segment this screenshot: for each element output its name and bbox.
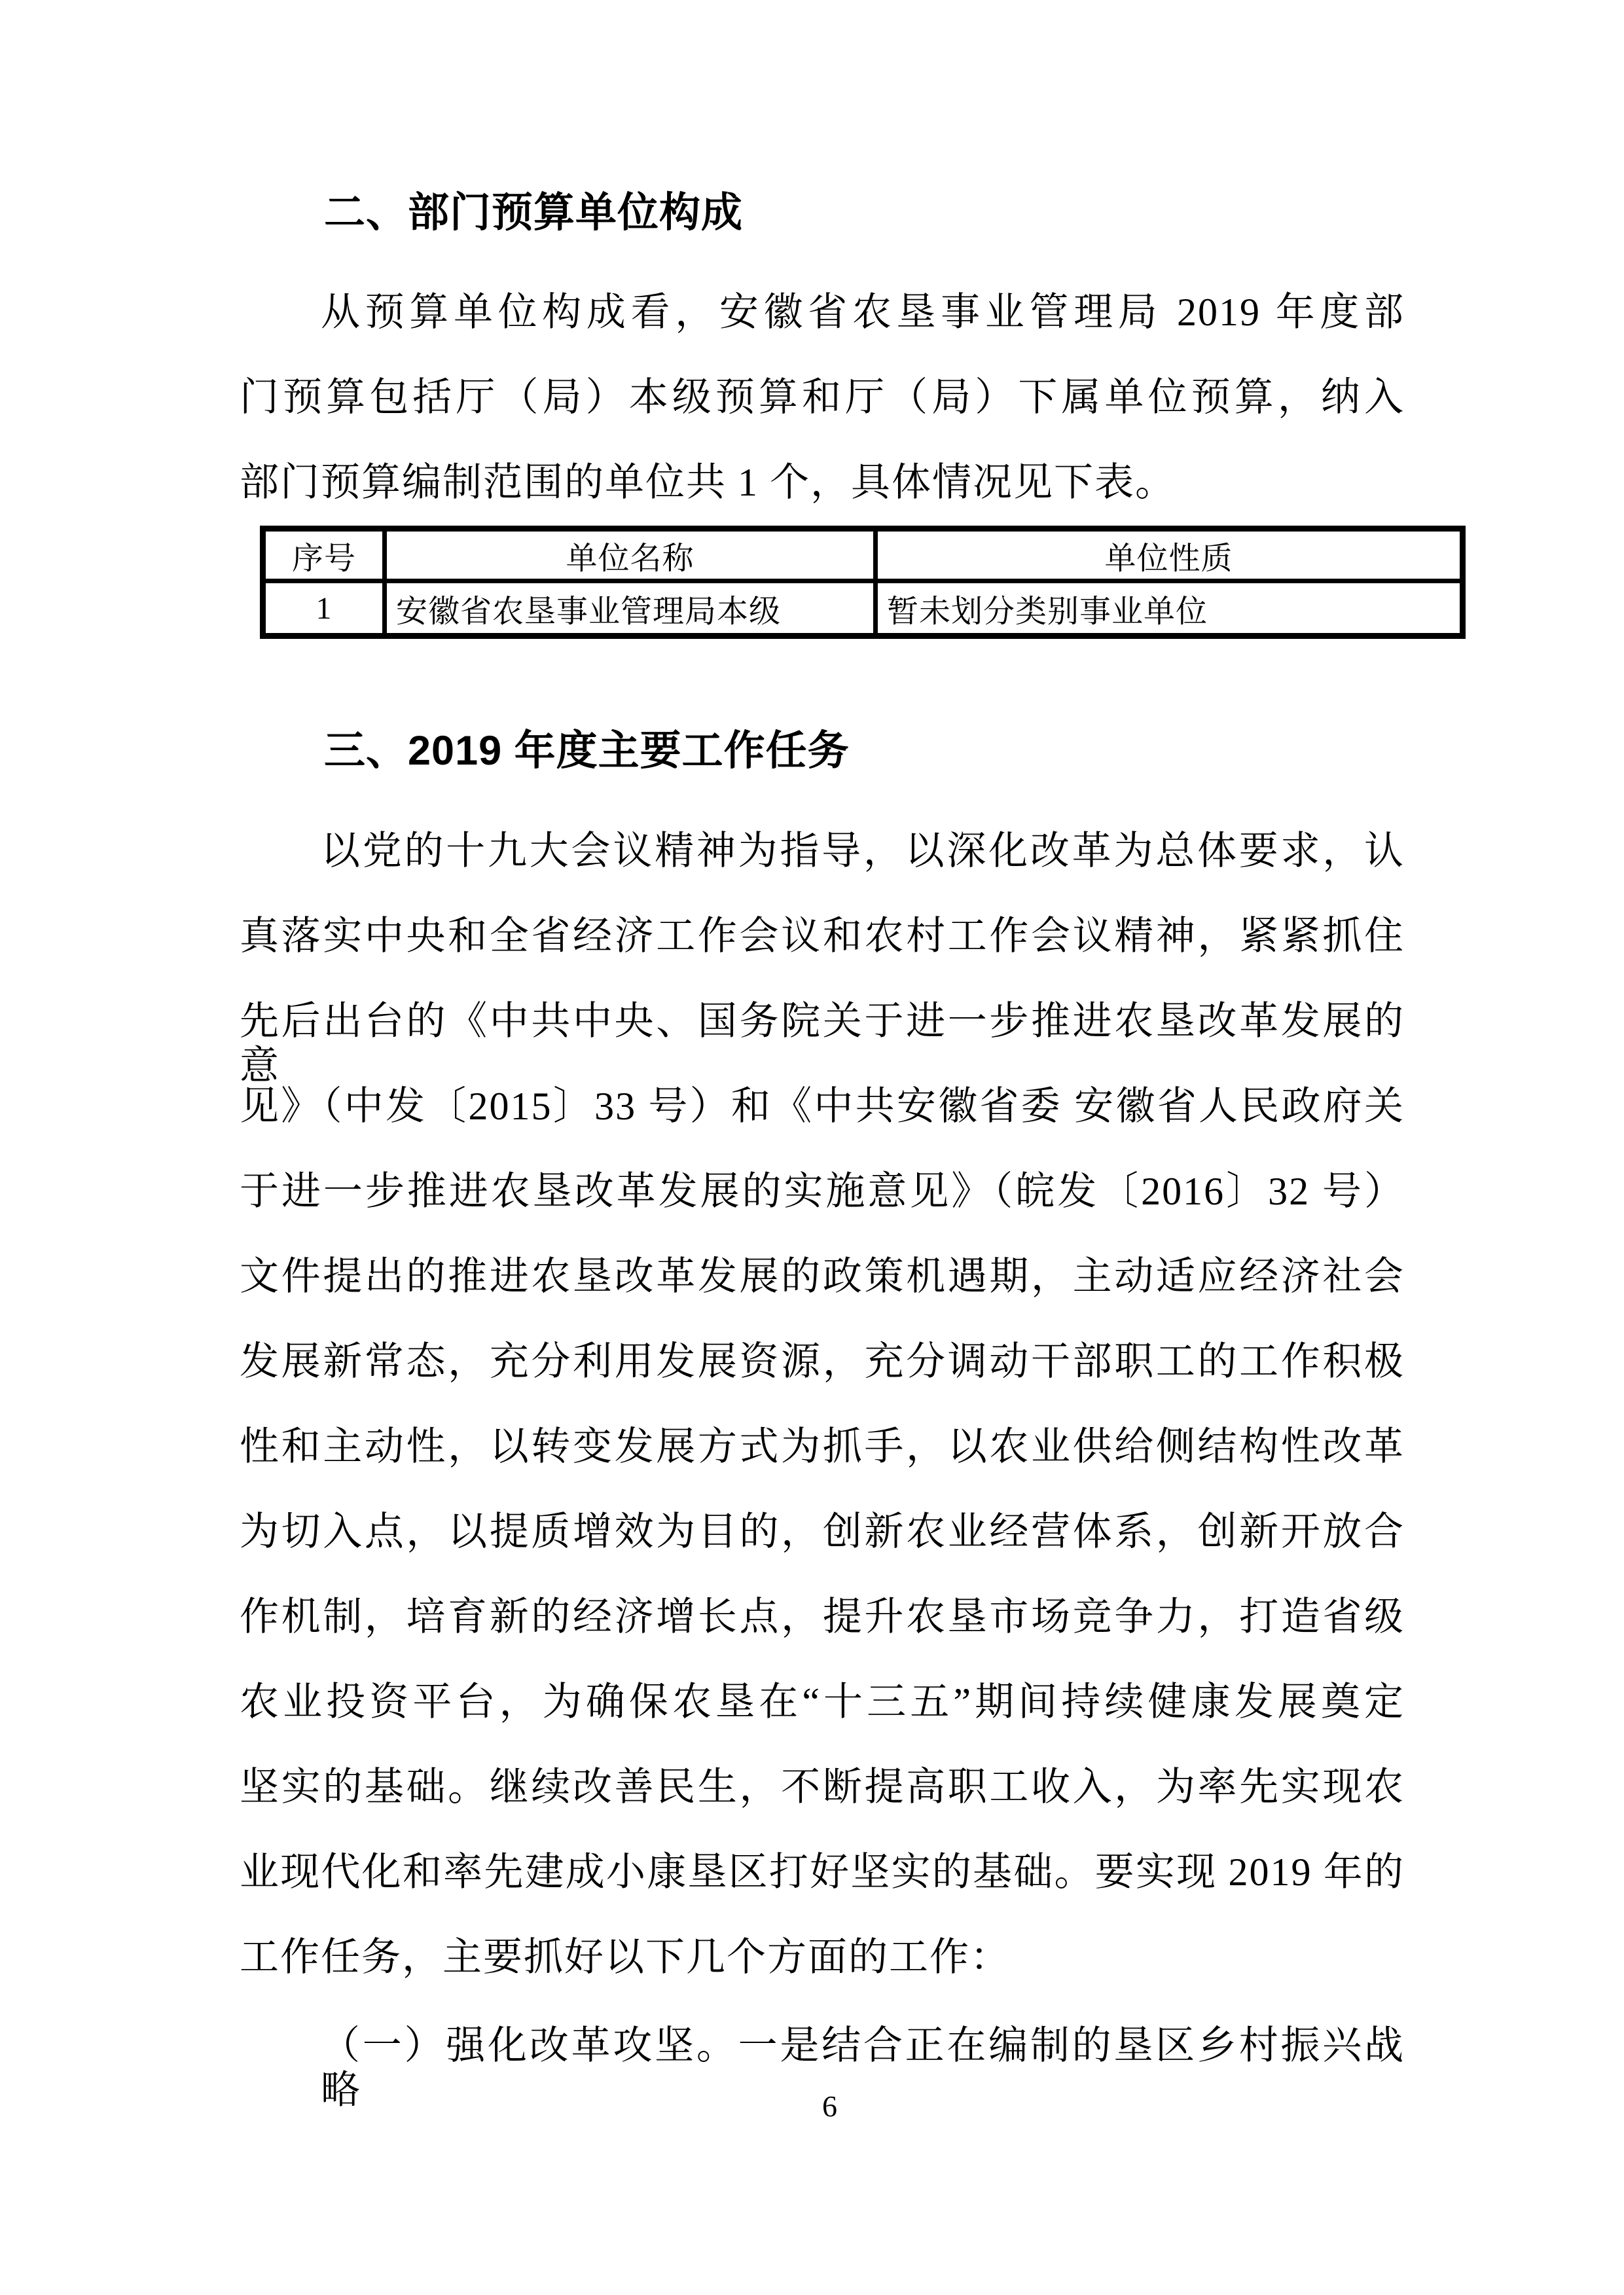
table-row <box>263 581 1463 636</box>
text-line: 农业投资平台，为确保农垦在“十三五”期间持续健康发展奠定 <box>240 1680 1405 1724</box>
text-line: （一）强化改革攻坚。一是结合正在编制的垦区乡村振兴战略 <box>321 2024 1405 2112</box>
cell-unit-type: 暂未划分类别事业单位 <box>876 581 1463 636</box>
text-line: 见》（中发〔2015〕33 号）和《中共安徽省委 安徽省人民政府关 <box>240 1085 1405 1128</box>
cell-index: 1 <box>263 581 385 636</box>
text-line: 为切入点，以提质增效为目的，创新农业经营体系，创新开放合 <box>240 1510 1405 1553</box>
text-line: 真落实中央和全省经济工作会议和农村工作会议精神，紧紧抓住 <box>240 914 1405 958</box>
text-line: 文件提出的推进农垦改革发展的政策机遇期，主动适应经济社会 <box>240 1255 1405 1298</box>
text-line: 门预算包括厅（局）本级预算和厅（局）下属单位预算，纳入 <box>240 376 1405 419</box>
text-line: 作机制，培育新的经济增长点，提升农垦市场竞争力，打造省级 <box>240 1595 1405 1638</box>
text-line: 先后出台的《中共中央、国务院关于进一步推进农垦改革发展的意 <box>240 1000 1405 1087</box>
table-header-row <box>263 529 1463 581</box>
text-line: 工作任务，主要抓好以下几个方面的工作： <box>240 1936 1011 1979</box>
section-3-heading: 三、2019 年度主要工作任务 <box>324 728 850 774</box>
table-header-unit-name: 单位名称 <box>385 529 876 581</box>
cell-unit-name: 安徽省农垦事业管理局本级 <box>385 581 876 636</box>
text-line: 以党的十九大会议精神为指导，以深化改革为总体要求，认 <box>321 829 1405 873</box>
section-2-heading: 二、部门预算单位构成 <box>324 190 743 236</box>
text-line: 发展新常态，充分利用发展资源，充分调动干部职工的工作积极 <box>240 1340 1405 1383</box>
text-line: 坚实的基础。继续改善民生，不断提高职工收入，为率先实现农 <box>240 1765 1405 1809</box>
budget-unit-table <box>260 526 1466 639</box>
text-line: 性和主动性，以转变发展方式为抓手，以农业供给侧结构性改革 <box>240 1425 1405 1468</box>
text-line: 从预算单位构成看，安徽省农垦事业管理局 2019 年度部 <box>321 291 1405 334</box>
page-number: 6 <box>822 2089 837 2123</box>
text-line: 部门预算编制范围的单位共 1 个，具体情况见下表。 <box>240 461 1176 504</box>
text-line: 业现代化和率先建成小康垦区打好坚实的基础。要实现 2019 年的 <box>240 1851 1405 1894</box>
text-line: 于进一步推进农垦改革发展的实施意见》（皖发〔2016〕32 号） <box>240 1170 1405 1213</box>
table-header-unit-type: 单位性质 <box>876 529 1463 581</box>
table-header-index: 序号 <box>263 529 385 581</box>
